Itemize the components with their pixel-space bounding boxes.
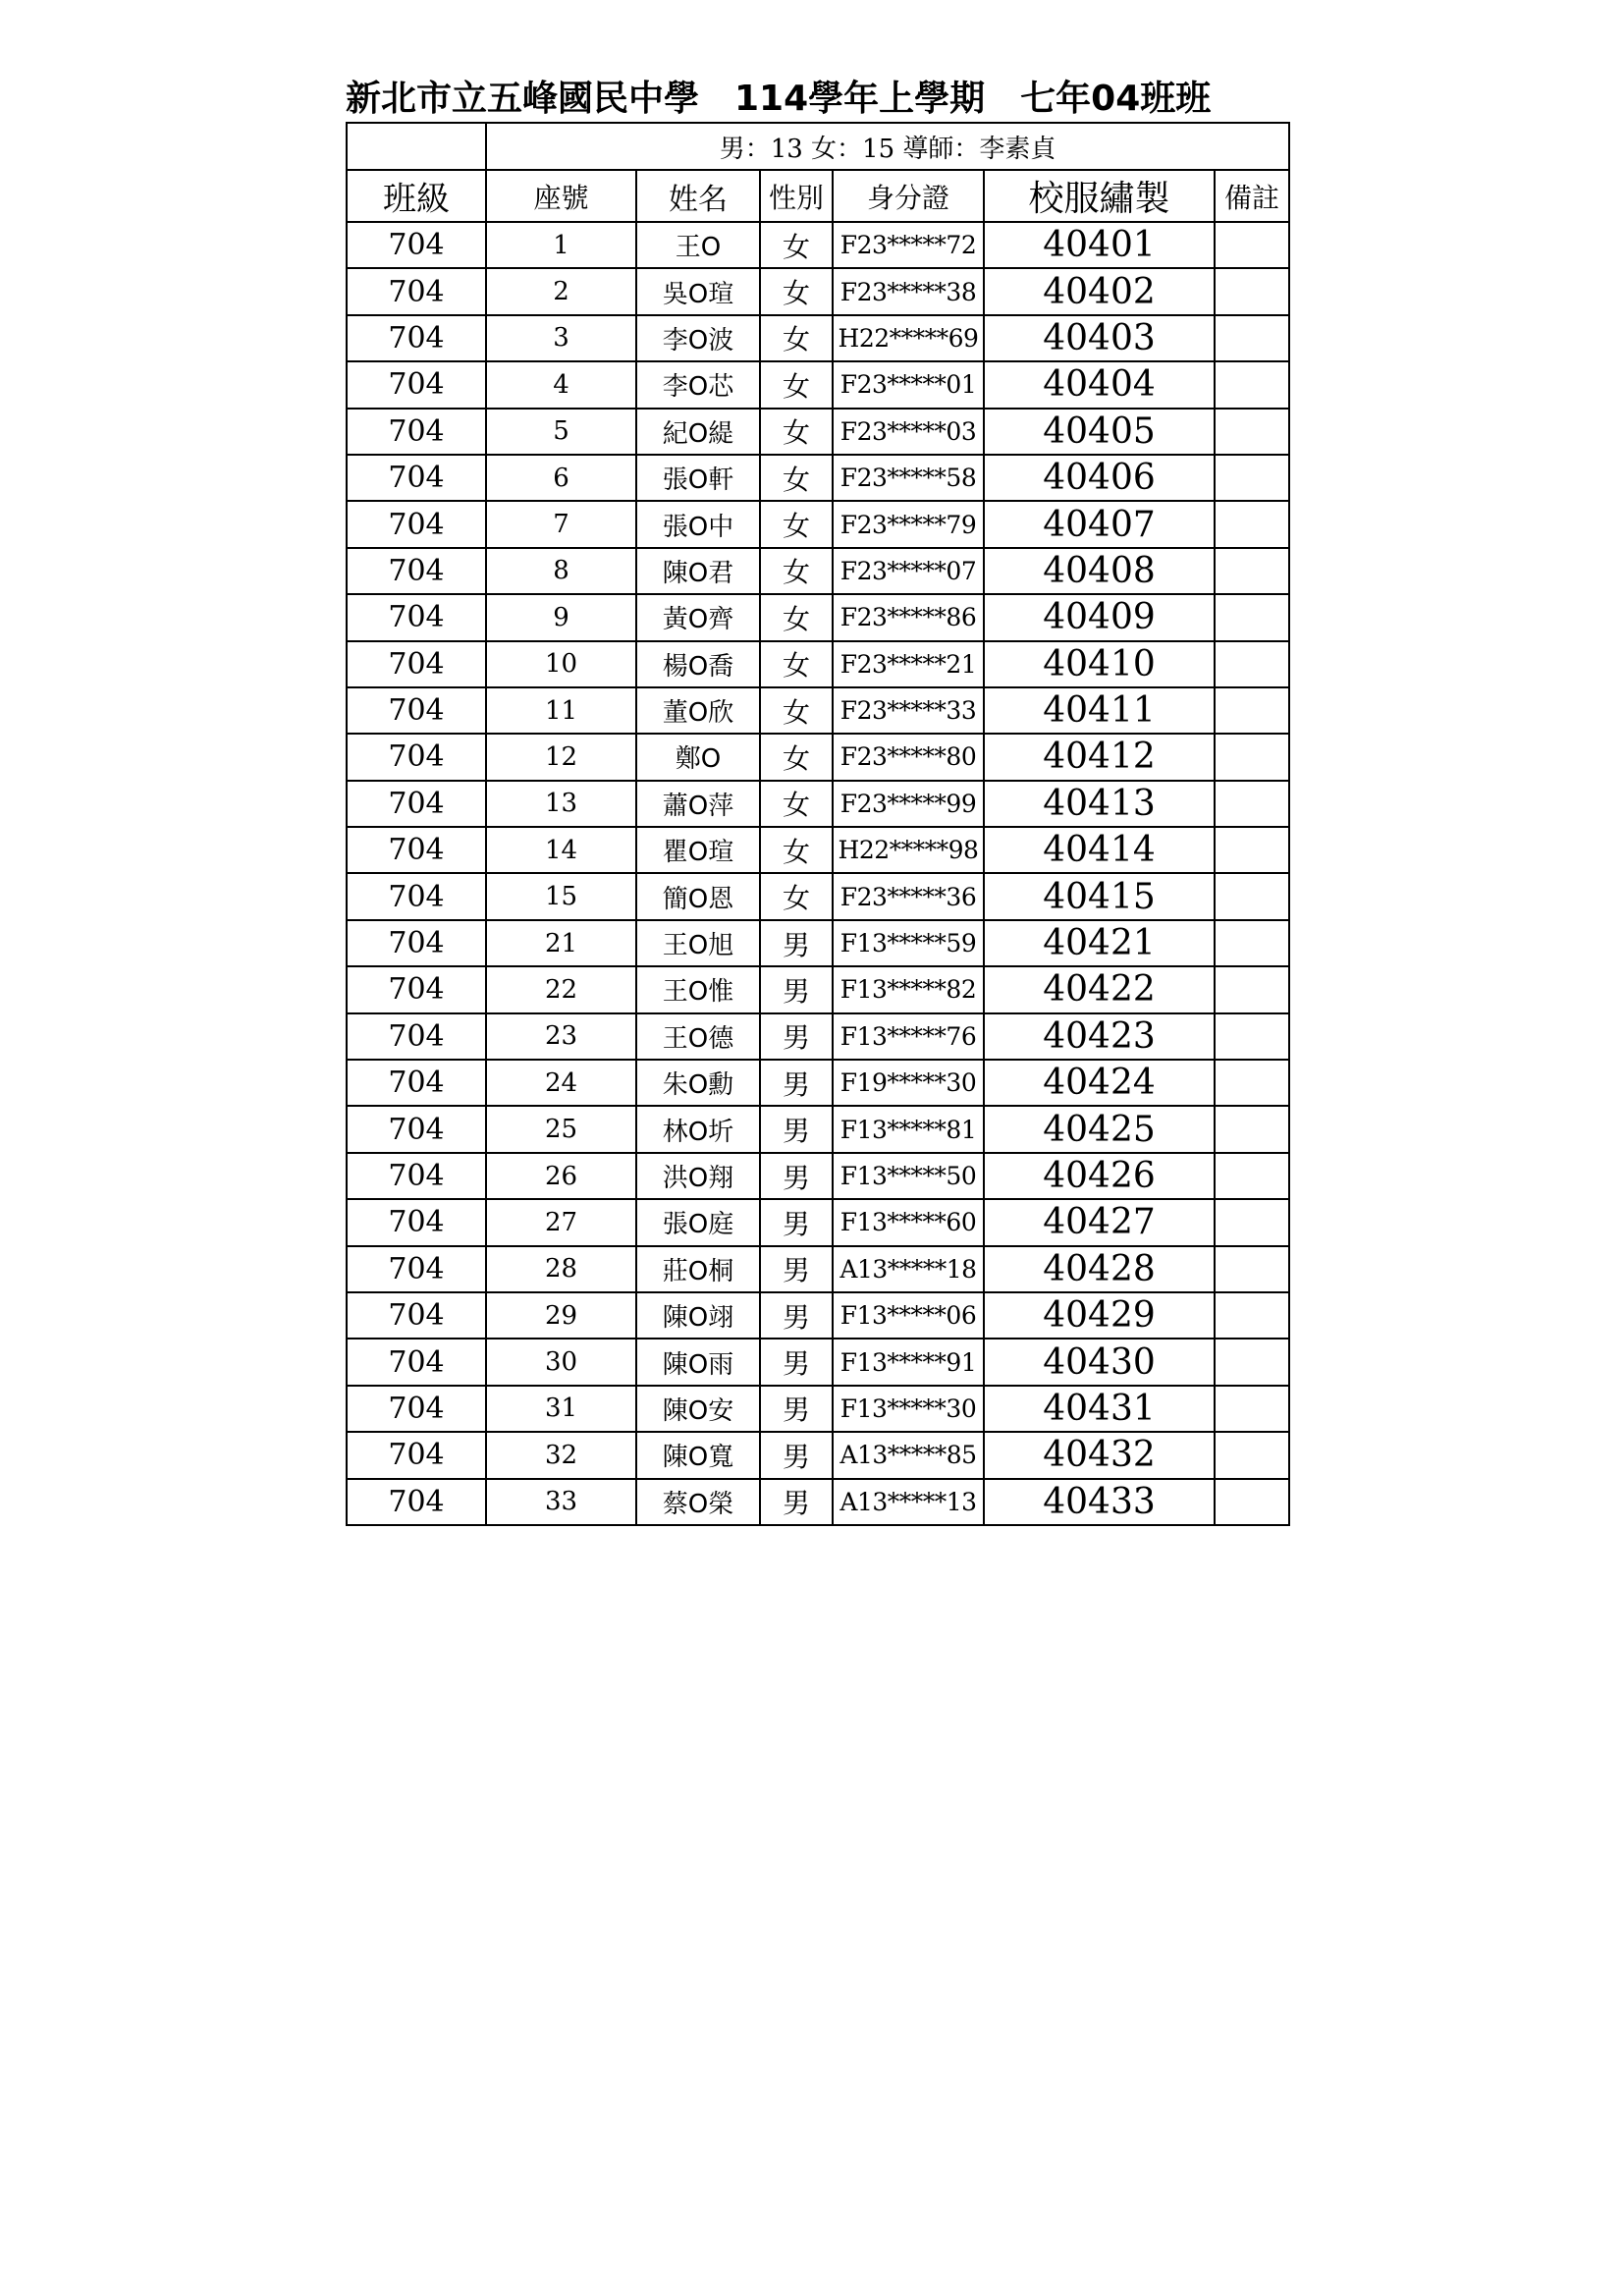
document-title: 新北市立五峰國民中學 114學年上學期 七年04班班	[346, 79, 1212, 119]
table-row	[347, 1199, 1289, 1245]
table-row	[347, 641, 1289, 687]
cell-class: 704	[347, 455, 486, 501]
cell-name: 紀O緹	[636, 409, 760, 455]
table-row	[347, 1432, 1289, 1478]
cell-seat: 4	[486, 361, 636, 408]
table-row	[347, 781, 1289, 827]
cell-class: 704	[347, 594, 486, 640]
cell-gender: 女	[760, 827, 833, 873]
cell-uniform: 40425	[984, 1106, 1215, 1152]
cell-gender: 男	[760, 1199, 833, 1245]
cell-gender: 男	[760, 920, 833, 966]
cell-id: F23*****01	[833, 361, 984, 408]
cell-uniform: 40415	[984, 873, 1215, 919]
cell-gender: 男	[760, 1292, 833, 1339]
cell-gender: 女	[760, 315, 833, 361]
cell-name: 陳O安	[636, 1386, 760, 1432]
cell-class: 704	[347, 1292, 486, 1339]
cell-id: F13*****76	[833, 1013, 984, 1060]
cell-gender: 男	[760, 1106, 833, 1152]
cell-gender: 女	[760, 687, 833, 734]
cell-id: F23*****79	[833, 501, 984, 547]
cell-name: 陳O雨	[636, 1339, 760, 1385]
cell-name: 陳O翊	[636, 1292, 760, 1339]
cell-seat: 27	[486, 1199, 636, 1245]
table-row	[347, 594, 1289, 640]
cell-note	[1215, 268, 1289, 314]
cell-note	[1215, 641, 1289, 687]
cell-uniform: 40422	[984, 966, 1215, 1012]
cell-gender: 女	[760, 455, 833, 501]
cell-name: 張O庭	[636, 1199, 760, 1245]
class-info: 男：13 女：15 導師：李素貞	[486, 123, 1289, 170]
table-row	[347, 920, 1289, 966]
cell-name: 王O德	[636, 1013, 760, 1060]
cell-note	[1215, 781, 1289, 827]
cell-name: 王O惟	[636, 966, 760, 1012]
table-row	[347, 1153, 1289, 1199]
cell-uniform: 40433	[984, 1479, 1215, 1525]
cell-seat: 33	[486, 1479, 636, 1525]
cell-note	[1215, 501, 1289, 547]
cell-note	[1215, 1153, 1289, 1199]
cell-class: 704	[347, 1060, 486, 1106]
cell-seat: 3	[486, 315, 636, 361]
cell-id: F13*****30	[833, 1386, 984, 1432]
cell-seat: 23	[486, 1013, 636, 1060]
cell-id: F23*****72	[833, 222, 984, 268]
cell-uniform: 40413	[984, 781, 1215, 827]
cell-uniform: 40408	[984, 548, 1215, 594]
cell-class: 704	[347, 361, 486, 408]
table-row	[347, 1479, 1289, 1525]
cell-gender: 男	[760, 966, 833, 1012]
cell-class: 704	[347, 641, 486, 687]
cell-class: 704	[347, 687, 486, 734]
cell-gender: 男	[760, 1479, 833, 1525]
info-row-blank-cell	[347, 123, 486, 170]
cell-seat: 31	[486, 1386, 636, 1432]
cell-id: F23*****03	[833, 409, 984, 455]
cell-id: F23*****21	[833, 641, 984, 687]
cell-name: 王O旭	[636, 920, 760, 966]
cell-note	[1215, 455, 1289, 501]
cell-seat: 1	[486, 222, 636, 268]
cell-seat: 5	[486, 409, 636, 455]
cell-id: F23*****58	[833, 455, 984, 501]
table-row	[347, 827, 1289, 873]
table-row	[347, 409, 1289, 455]
cell-class: 704	[347, 268, 486, 314]
cell-class: 704	[347, 1013, 486, 1060]
cell-gender: 女	[760, 873, 833, 919]
cell-note	[1215, 409, 1289, 455]
cell-gender: 女	[760, 222, 833, 268]
cell-note	[1215, 222, 1289, 268]
cell-gender: 女	[760, 501, 833, 547]
cell-name: 李O波	[636, 315, 760, 361]
cell-class: 704	[347, 548, 486, 594]
cell-name: 王O	[636, 222, 760, 268]
column-header-id: 身分證	[833, 170, 984, 222]
cell-uniform: 40427	[984, 1199, 1215, 1245]
column-header-note: 備註	[1215, 170, 1289, 222]
cell-seat: 14	[486, 827, 636, 873]
info-row	[347, 123, 1289, 170]
cell-note	[1215, 594, 1289, 640]
cell-note	[1215, 1479, 1289, 1525]
cell-id: F23*****80	[833, 734, 984, 780]
column-header-gender: 性別	[760, 170, 833, 222]
cell-note	[1215, 873, 1289, 919]
table-row	[347, 361, 1289, 408]
cell-seat: 13	[486, 781, 636, 827]
cell-seat: 25	[486, 1106, 636, 1152]
table-row	[347, 501, 1289, 547]
cell-uniform: 40424	[984, 1060, 1215, 1106]
table-row	[347, 1246, 1289, 1292]
cell-id: A13*****85	[833, 1432, 984, 1478]
roster-body	[347, 123, 1289, 1525]
cell-seat: 9	[486, 594, 636, 640]
cell-name: 莊O桐	[636, 1246, 760, 1292]
cell-class: 704	[347, 1106, 486, 1152]
cell-name: 瞿O瑄	[636, 827, 760, 873]
cell-id: F23*****36	[833, 873, 984, 919]
cell-uniform: 40412	[984, 734, 1215, 780]
cell-uniform: 40414	[984, 827, 1215, 873]
cell-note	[1215, 1292, 1289, 1339]
column-header-uniform: 校服繡製	[984, 170, 1215, 222]
cell-seat: 30	[486, 1339, 636, 1385]
cell-note	[1215, 1199, 1289, 1245]
cell-class: 704	[347, 1246, 486, 1292]
cell-uniform: 40426	[984, 1153, 1215, 1199]
cell-uniform: 40406	[984, 455, 1215, 501]
cell-seat: 21	[486, 920, 636, 966]
cell-note	[1215, 315, 1289, 361]
cell-class: 704	[347, 920, 486, 966]
cell-class: 704	[347, 1153, 486, 1199]
cell-uniform: 40407	[984, 501, 1215, 547]
cell-id: F13*****59	[833, 920, 984, 966]
cell-id: H22*****98	[833, 827, 984, 873]
cell-uniform: 40411	[984, 687, 1215, 734]
cell-name: 林O圻	[636, 1106, 760, 1152]
cell-uniform: 40401	[984, 222, 1215, 268]
cell-name: 洪O翔	[636, 1153, 760, 1199]
cell-gender: 女	[760, 548, 833, 594]
cell-id: F13*****82	[833, 966, 984, 1012]
table-row	[347, 1339, 1289, 1385]
cell-gender: 女	[760, 268, 833, 314]
cell-seat: 24	[486, 1060, 636, 1106]
cell-gender: 男	[760, 1386, 833, 1432]
cell-id: F13*****06	[833, 1292, 984, 1339]
cell-note	[1215, 687, 1289, 734]
column-header-seat: 座號	[486, 170, 636, 222]
table-row	[347, 1292, 1289, 1339]
cell-name: 簡O恩	[636, 873, 760, 919]
column-header-class: 班級	[347, 170, 486, 222]
cell-uniform: 40410	[984, 641, 1215, 687]
cell-uniform: 40409	[984, 594, 1215, 640]
table-row	[347, 455, 1289, 501]
cell-gender: 男	[760, 1013, 833, 1060]
column-header-name: 姓名	[636, 170, 760, 222]
cell-note	[1215, 1013, 1289, 1060]
cell-class: 704	[347, 1479, 486, 1525]
cell-uniform: 40404	[984, 361, 1215, 408]
cell-id: H22*****69	[833, 315, 984, 361]
cell-note	[1215, 1246, 1289, 1292]
cell-name: 陳O君	[636, 548, 760, 594]
cell-uniform: 40403	[984, 315, 1215, 361]
cell-seat: 6	[486, 455, 636, 501]
cell-uniform: 40428	[984, 1246, 1215, 1292]
cell-class: 704	[347, 966, 486, 1012]
cell-gender: 女	[760, 594, 833, 640]
cell-gender: 男	[760, 1246, 833, 1292]
cell-id: F23*****33	[833, 687, 984, 734]
cell-id: F23*****86	[833, 594, 984, 640]
cell-id: A13*****13	[833, 1479, 984, 1525]
cell-class: 704	[347, 222, 486, 268]
cell-name: 朱O勳	[636, 1060, 760, 1106]
cell-class: 704	[347, 315, 486, 361]
cell-seat: 32	[486, 1432, 636, 1478]
cell-uniform: 40432	[984, 1432, 1215, 1478]
cell-name: 陳O寬	[636, 1432, 760, 1478]
cell-note	[1215, 548, 1289, 594]
cell-seat: 28	[486, 1246, 636, 1292]
cell-name: 黃O齊	[636, 594, 760, 640]
cell-gender: 女	[760, 361, 833, 408]
table-row	[347, 1106, 1289, 1152]
cell-gender: 女	[760, 641, 833, 687]
cell-uniform: 40402	[984, 268, 1215, 314]
table-row	[347, 734, 1289, 780]
cell-seat: 11	[486, 687, 636, 734]
cell-uniform: 40429	[984, 1292, 1215, 1339]
cell-id: F23*****99	[833, 781, 984, 827]
cell-uniform: 40431	[984, 1386, 1215, 1432]
cell-gender: 女	[760, 781, 833, 827]
cell-name: 楊O喬	[636, 641, 760, 687]
cell-class: 704	[347, 409, 486, 455]
cell-uniform: 40430	[984, 1339, 1215, 1385]
cell-note	[1215, 1060, 1289, 1106]
cell-uniform: 40405	[984, 409, 1215, 455]
cell-class: 704	[347, 501, 486, 547]
cell-note	[1215, 1432, 1289, 1478]
cell-name: 董O欣	[636, 687, 760, 734]
cell-name: 吳O瑄	[636, 268, 760, 314]
cell-note	[1215, 1106, 1289, 1152]
cell-id: F13*****50	[833, 1153, 984, 1199]
cell-id: F13*****81	[833, 1106, 984, 1152]
cell-class: 704	[347, 781, 486, 827]
class-roster-table	[346, 122, 1290, 1526]
table-row	[347, 1386, 1289, 1432]
cell-seat: 7	[486, 501, 636, 547]
table-row	[347, 966, 1289, 1012]
cell-name: 鄭O	[636, 734, 760, 780]
cell-seat: 10	[486, 641, 636, 687]
cell-uniform: 40421	[984, 920, 1215, 966]
cell-note	[1215, 361, 1289, 408]
cell-gender: 女	[760, 734, 833, 780]
table-row	[347, 1060, 1289, 1106]
cell-class: 704	[347, 1432, 486, 1478]
cell-id: F23*****07	[833, 548, 984, 594]
cell-class: 704	[347, 873, 486, 919]
cell-class: 704	[347, 1199, 486, 1245]
cell-uniform: 40423	[984, 1013, 1215, 1060]
cell-note	[1215, 1386, 1289, 1432]
cell-note	[1215, 734, 1289, 780]
cell-note	[1215, 827, 1289, 873]
cell-id: F19*****30	[833, 1060, 984, 1106]
cell-gender: 男	[760, 1432, 833, 1478]
cell-class: 704	[347, 1386, 486, 1432]
cell-name: 蔡O榮	[636, 1479, 760, 1525]
cell-id: F23*****38	[833, 268, 984, 314]
table-row	[347, 222, 1289, 268]
table-row	[347, 268, 1289, 314]
cell-seat: 29	[486, 1292, 636, 1339]
cell-seat: 12	[486, 734, 636, 780]
cell-class: 704	[347, 827, 486, 873]
cell-gender: 男	[760, 1339, 833, 1385]
header-row	[347, 170, 1289, 222]
cell-note	[1215, 966, 1289, 1012]
cell-id: A13*****18	[833, 1246, 984, 1292]
cell-seat: 2	[486, 268, 636, 314]
cell-seat: 8	[486, 548, 636, 594]
cell-name: 李O芯	[636, 361, 760, 408]
cell-name: 張O軒	[636, 455, 760, 501]
table-row	[347, 687, 1289, 734]
cell-id: F13*****60	[833, 1199, 984, 1245]
table-row	[347, 315, 1289, 361]
cell-id: F13*****91	[833, 1339, 984, 1385]
table-row	[347, 873, 1289, 919]
table-row	[347, 1013, 1289, 1060]
cell-note	[1215, 920, 1289, 966]
table-row	[347, 548, 1289, 594]
cell-seat: 26	[486, 1153, 636, 1199]
cell-seat: 22	[486, 966, 636, 1012]
cell-class: 704	[347, 734, 486, 780]
cell-gender: 男	[760, 1060, 833, 1106]
cell-name: 蕭O萍	[636, 781, 760, 827]
cell-gender: 女	[760, 409, 833, 455]
cell-seat: 15	[486, 873, 636, 919]
cell-class: 704	[347, 1339, 486, 1385]
cell-note	[1215, 1339, 1289, 1385]
cell-name: 張O中	[636, 501, 760, 547]
cell-gender: 男	[760, 1153, 833, 1199]
